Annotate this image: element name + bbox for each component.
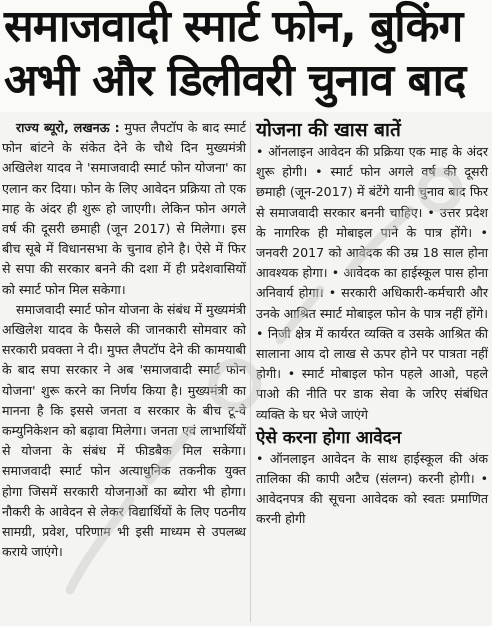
paragraph-1-text: मुफ्त लैपटॉप के बाद स्मार्ट फोन बांटने के संकेत देने के चौथे दिन मुख्यमंत्री अखिलेश यादव ने 'समाजवादी स्मार्ट फोन योजना' का एलान कर दिया। फोन के लिए आवेदन प्रक्रिया तो एक माह के अंदर ही शुरू हो जाएगी। लेकिन फोन अगले वर्ष की दूसरी छमाही (जून 2017) से मिलेगा। इस बीच सूबे में विधानसभा के चुनाव होने है। ऐसे में फिर से सपा की सरकार बनने की दशा में ही प्रदेशवासियों को स्मार्ट फोन मिल सकेगा। xyxy=(2,120,246,297)
apply-list: • ऑनलाइन आवेदन के साथ हाईस्कूल की अंक तालिका की कापी अटैच (संलग्न) करनी होगी। • आवेदनपत्र की सूचना आवेदक को स्वतः प्रमाणित करनी होगी xyxy=(256,450,488,527)
article-paragraph-1 xyxy=(2,118,246,300)
article-left-column xyxy=(2,118,246,562)
headline-line-1: समाजवादी स्मार्ट फोन, बुकिंग xyxy=(4,1,463,52)
section-heading-how-to-apply: ऐसे करना होगा आवेदन xyxy=(256,427,402,448)
headline-block xyxy=(0,0,492,112)
column-divider xyxy=(250,122,251,622)
byline: राज्य ब्यूरो, लखनऊ : xyxy=(16,120,120,135)
article-right-column xyxy=(256,118,488,530)
highlights-list: • ऑनलाइन आवेदन की प्रक्रिया एक माह के अंदर शुरू होगी। • स्मार्ट फोन अगले वर्ष की दूसरी छमाही (जून-2017) में बंटेंगे यानी चुनाव बाद फिर से समाजवादी सरकार बननी चाहिए। • उत्तर प्रदेश के नागरिक ही मोबाइल पाने के पात्र होंगे। • जनवरी 2017 को आवेदक की उम्र 18 साल होना आवश्यक होगा। • आवेदक का हाईस्कूल पास होना अनिवार्य होगा। • सरकारी अधिकारी-कर्मचारी और उनके आश्रित स्मार्ट मोबाइल फोन के पात्र नहीं होंगे। • निजी क्षेत्र में कार्यरत व्यक्ति व उसके आश्रित की सालाना आय दो लाख से ऊपर होने पर पात्रता नहीं होगी। • स्मार्ट मोबाइल फोन पहले आओ, पहले पाओ की नीति पर डाक सेवा के जरिए संबंधित व्यक्ति के घर भेजे जाएंगे xyxy=(256,144,488,422)
section-heading-highlights: योजना की खास बातें xyxy=(256,119,401,141)
headline-line-2: अभी और डिलीवरी चुनाव बाद xyxy=(4,55,466,106)
article-paragraph-2: समाजवादी स्मार्ट फोन योजना के संबंध में मुख्यमंत्री अखिलेश यादव के फैसले की जानकारी सोमवार को सरकारी प्रवक्ता ने दी। मुफ्त लैपटॉप देने की कामयाबी के बाद सपा सरकार ने अब 'समाजवादी स्मार्ट फोन योजना' शुरू करने का निर्णय किया है। मुख्यमंत्री का मानना है कि इससे जनता व सरकार के बीच टू-वे कम्युनिकेशन को बढ़ावा मिलेगा। जनता एवं लाभार्थियों से योजना के संबंध में फीडबैक मिल सकेगा। समाजवादी स्मार्ट फोन अत्याधुनिक तकनीक युक्त होगा जिसमें सरकारी योजनाओं का ब्योरा भी होगा। नौकरी के आवेदन से लेकर विद्यार्थियों के लिए पठनीय सामग्री, प्रवेश, परिणाम भी इसी माध्यम से उपलब्ध कराये जाएंगे। xyxy=(2,301,246,560)
